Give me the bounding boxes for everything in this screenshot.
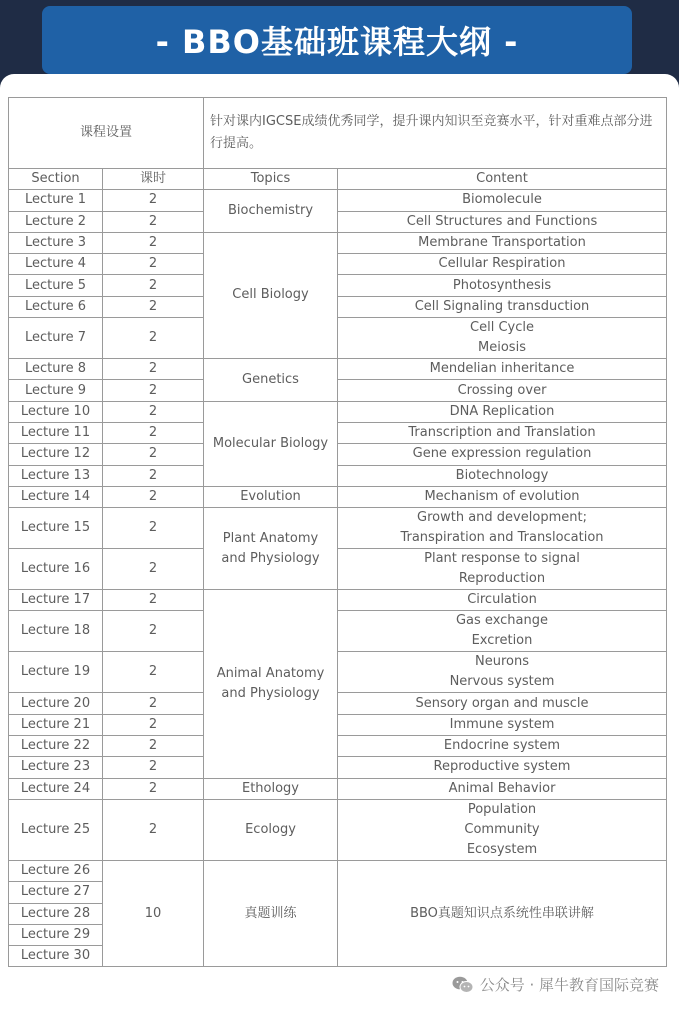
content-cell: Mendelian inheritance — [338, 359, 667, 380]
table-row — [9, 380, 667, 401]
hours-cell: 2 — [103, 778, 204, 799]
column-header-content: Content — [338, 169, 667, 190]
lecture-cell: Lecture 23 — [9, 757, 103, 778]
lecture-cell: Lecture 15 — [9, 508, 103, 549]
content-cell: Membrane Transportation — [338, 232, 667, 253]
table-row — [9, 652, 667, 693]
column-header-topics: Topics — [204, 169, 338, 190]
table-row — [9, 693, 667, 714]
hours-cell: 2 — [103, 232, 204, 253]
hours-cell: 2 — [103, 401, 204, 422]
hours-cell: 2 — [103, 757, 204, 778]
content-cell: Biomolecule — [338, 190, 667, 211]
table-row — [9, 549, 667, 590]
topic-line: and Physiology — [221, 550, 320, 566]
content-cell: Endocrine system — [338, 736, 667, 757]
hours-cell: 2 — [103, 275, 204, 296]
lecture-cell: Lecture 19 — [9, 652, 103, 693]
hours-cell: 2 — [103, 714, 204, 735]
content-cell: Sensory organ and muscle — [338, 693, 667, 714]
hours-cell: 2 — [103, 254, 204, 275]
topic-cell — [204, 590, 338, 778]
lecture-cell: Lecture 13 — [9, 465, 103, 486]
content-line: Transpiration and Translocation — [400, 530, 604, 546]
syllabus-card — [0, 74, 679, 1011]
lecture-cell: Lecture 27 — [9, 882, 103, 903]
lecture-cell: Lecture 24 — [9, 778, 103, 799]
intro-label: 课程设置 — [9, 98, 204, 169]
lecture-cell: Lecture 29 — [9, 924, 103, 945]
content-cell: Reproductive system — [338, 757, 667, 778]
wechat-icon — [452, 976, 474, 994]
hours-cell: 2 — [103, 296, 204, 317]
hours-cell: 2 — [103, 380, 204, 401]
content-cell: Cellular Respiration — [338, 254, 667, 275]
topic-line: Animal Anatomy — [216, 665, 325, 681]
content-line: Community — [464, 821, 540, 837]
lecture-cell: Lecture 10 — [9, 401, 103, 422]
table-row — [9, 254, 667, 275]
content-line: Neurons — [475, 654, 529, 670]
content-cell: Circulation — [338, 590, 667, 611]
column-header-section: Section — [9, 169, 103, 190]
table-row — [9, 359, 667, 380]
lecture-cell: Lecture 30 — [9, 946, 103, 967]
hours-cell: 2 — [103, 444, 204, 465]
content-cell: Cell Signaling transduction — [338, 296, 667, 317]
content-cell — [338, 611, 667, 652]
content-line: Growth and development; — [417, 510, 587, 526]
content-cell: Biotechnology — [338, 465, 667, 486]
hours-cell: 2 — [103, 318, 204, 359]
watermark — [452, 974, 659, 995]
table-row — [9, 211, 667, 232]
topic-line: and Physiology — [221, 685, 320, 701]
table-row — [9, 736, 667, 757]
hours-cell: 2 — [103, 652, 204, 693]
content-cell: Transcription and Translation — [338, 422, 667, 443]
topic-cell: Genetics — [204, 359, 338, 402]
table-row — [9, 296, 667, 317]
table-row — [9, 486, 667, 507]
lecture-cell: Lecture 14 — [9, 486, 103, 507]
hours-cell: 2 — [103, 465, 204, 486]
table-row — [9, 275, 667, 296]
content-cell — [338, 652, 667, 693]
table-row — [9, 799, 667, 860]
header-row — [9, 169, 667, 190]
content-cell: DNA Replication — [338, 401, 667, 422]
hours-cell: 2 — [103, 693, 204, 714]
lecture-cell: Lecture 5 — [9, 275, 103, 296]
lecture-cell: Lecture 22 — [9, 736, 103, 757]
hours-cell: 2 — [103, 211, 204, 232]
column-header-hours: 课时 — [103, 169, 204, 190]
topic-cell: Molecular Biology — [204, 401, 338, 486]
table-row — [9, 590, 667, 611]
content-cell: Gene expression regulation — [338, 444, 667, 465]
table-row — [9, 465, 667, 486]
lecture-cell: Lecture 11 — [9, 422, 103, 443]
hours-cell: 2 — [103, 799, 204, 860]
table-row — [9, 508, 667, 549]
table-row — [9, 778, 667, 799]
content-line: Population — [467, 801, 537, 817]
page-title: - BBO基础班课程大纲 - — [42, 6, 632, 74]
table-row — [9, 444, 667, 465]
table-row — [9, 318, 667, 359]
hours-cell: 2 — [103, 590, 204, 611]
content-cell — [338, 799, 667, 860]
content-line: Cell Cycle — [470, 320, 534, 336]
content-cell: Immune system — [338, 714, 667, 735]
table-row — [9, 401, 667, 422]
lecture-cell: Lecture 28 — [9, 903, 103, 924]
content-cell: Photosynthesis — [338, 275, 667, 296]
lecture-cell: Lecture 20 — [9, 693, 103, 714]
lecture-cell: Lecture 12 — [9, 444, 103, 465]
topic-cell: Cell Biology — [204, 232, 338, 358]
table-row — [9, 190, 667, 211]
lecture-cell: Lecture 26 — [9, 860, 103, 881]
hours-cell: 10 — [103, 860, 204, 966]
topic-cell: 真题训练 — [204, 860, 338, 966]
hours-cell: 2 — [103, 359, 204, 380]
table-row — [9, 714, 667, 735]
table-row — [9, 611, 667, 652]
hours-cell: 2 — [103, 422, 204, 443]
lecture-cell: Lecture 3 — [9, 232, 103, 253]
content-cell — [338, 549, 667, 590]
content-cell: Crossing over — [338, 380, 667, 401]
table-row — [9, 232, 667, 253]
content-cell — [338, 318, 667, 359]
intro-text: 针对课内IGCSE成绩优秀同学，提升课内知识至竞赛水平，针对重难点部分进行提高。 — [204, 98, 667, 169]
content-cell: Animal Behavior — [338, 778, 667, 799]
content-line: Ecosystem — [466, 841, 538, 857]
lecture-cell: Lecture 21 — [9, 714, 103, 735]
lecture-cell: Lecture 17 — [9, 590, 103, 611]
lecture-cell: Lecture 6 — [9, 296, 103, 317]
content-cell: BBO真题知识点系统性串联讲解 — [338, 860, 667, 966]
topic-cell: Ecology — [204, 799, 338, 860]
content-line: Nervous system — [449, 674, 555, 690]
lecture-cell: Lecture 25 — [9, 799, 103, 860]
hours-cell: 2 — [103, 190, 204, 211]
content-cell — [338, 508, 667, 549]
topic-cell: Ethology — [204, 778, 338, 799]
table-row — [9, 757, 667, 778]
content-line: Meiosis — [478, 340, 526, 356]
watermark-text: 公众号 · 犀牛教育国际竞赛 — [479, 976, 659, 994]
table-row — [9, 860, 667, 881]
syllabus-table — [8, 97, 667, 967]
content-line: Reproduction — [458, 571, 546, 587]
lecture-cell: Lecture 18 — [9, 611, 103, 652]
hours-cell: 2 — [103, 486, 204, 507]
topic-line: Plant Anatomy — [222, 530, 319, 546]
lecture-cell: Lecture 4 — [9, 254, 103, 275]
topic-cell — [204, 508, 338, 590]
lecture-cell: Lecture 16 — [9, 549, 103, 590]
lecture-cell: Lecture 8 — [9, 359, 103, 380]
content-line: Excretion — [471, 633, 533, 649]
topic-cell: Evolution — [204, 486, 338, 507]
lecture-cell: Lecture 1 — [9, 190, 103, 211]
content-cell: Mechanism of evolution — [338, 486, 667, 507]
intro-row — [9, 98, 667, 169]
content-line: Plant response to signal — [424, 551, 580, 567]
content-line: Gas exchange — [455, 613, 549, 629]
hours-cell: 2 — [103, 736, 204, 757]
lecture-cell: Lecture 9 — [9, 380, 103, 401]
hours-cell: 2 — [103, 508, 204, 549]
content-cell: Cell Structures and Functions — [338, 211, 667, 232]
table-row — [9, 422, 667, 443]
hours-cell: 2 — [103, 611, 204, 652]
topic-cell: Biochemistry — [204, 190, 338, 233]
lecture-cell: Lecture 7 — [9, 318, 103, 359]
lecture-cell: Lecture 2 — [9, 211, 103, 232]
hours-cell: 2 — [103, 549, 204, 590]
